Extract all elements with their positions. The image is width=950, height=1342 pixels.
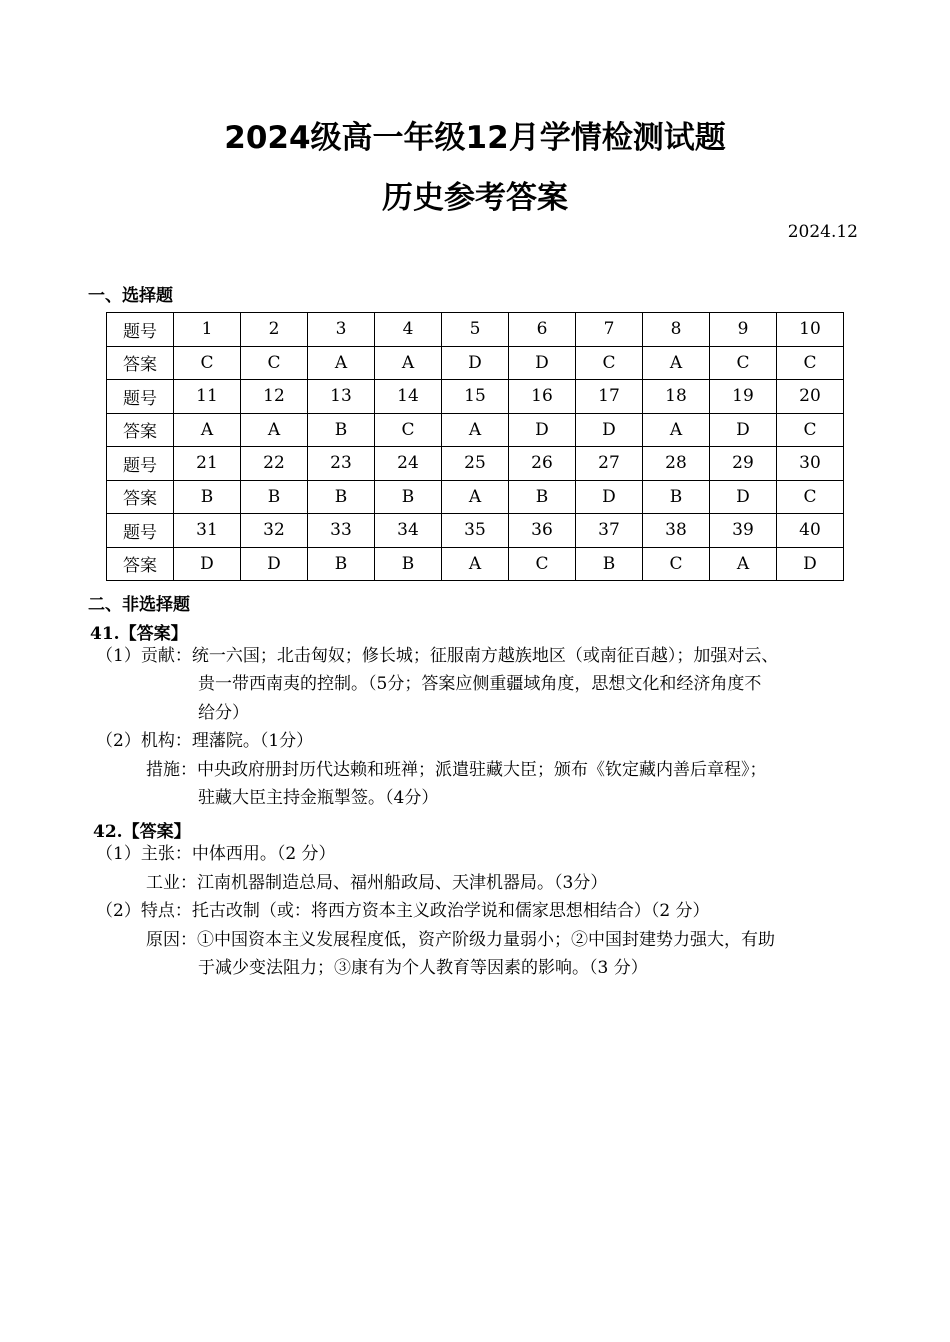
question-number-cell: 9 <box>710 313 777 347</box>
question-number-cell: 23 <box>308 447 375 481</box>
answer-row <box>107 480 844 514</box>
answer-cell: A <box>174 413 241 447</box>
question-number-cell: 29 <box>710 447 777 481</box>
question-number-cell: 17 <box>576 380 643 414</box>
answer-cell: C <box>375 413 442 447</box>
answer-cell: C <box>777 480 844 514</box>
answer-row <box>107 413 844 447</box>
question-number-cell: 28 <box>643 447 710 481</box>
question-number-cell: 21 <box>174 447 241 481</box>
question-number-cell: 32 <box>241 514 308 548</box>
q42-line: （2）特点：托古改制（或：将西方资本主义政治学说和儒家思想相结合）（2 分） <box>96 901 710 921</box>
answer-cell: A <box>442 480 509 514</box>
answer-cell: D <box>509 346 576 380</box>
q42-line: 于减少变法阻力；③康有为个人教育等因素的影响。（3 分） <box>198 958 648 978</box>
question-number-cell: 34 <box>375 514 442 548</box>
answer-cell: D <box>241 547 308 581</box>
answer-cell: A <box>442 547 509 581</box>
question-number-cell: 38 <box>643 514 710 548</box>
answer-cell: A <box>643 346 710 380</box>
row-label: 题号 <box>107 447 174 481</box>
question-number-cell: 14 <box>375 380 442 414</box>
answer-row <box>107 547 844 581</box>
answer-cell: A <box>308 346 375 380</box>
answer-cell: B <box>375 547 442 581</box>
row-label: 题号 <box>107 514 174 548</box>
answer-cell: C <box>710 346 777 380</box>
question-number-cell: 8 <box>643 313 710 347</box>
answer-cell: C <box>576 346 643 380</box>
document-date: 2024.12 <box>787 222 858 242</box>
question-number-cell: 12 <box>241 380 308 414</box>
section-heading-multiple-choice: 一、选择题 <box>88 286 173 306</box>
answer-cell: C <box>777 413 844 447</box>
document-title: 2024级高一年级12月学情检测试题 <box>224 120 726 156</box>
q42-line: 工业：江南机器制造总局、福州船政局、天津机器局。（3分） <box>146 873 608 893</box>
question-number-cell: 2 <box>241 313 308 347</box>
answer-cell: D <box>710 413 777 447</box>
question-number-cell: 36 <box>509 514 576 548</box>
question-number-cell: 11 <box>174 380 241 414</box>
question-42-label: 42.【答案】 <box>93 822 191 842</box>
question-number-cell: 33 <box>308 514 375 548</box>
answer-cell: B <box>174 480 241 514</box>
answer-row <box>107 346 844 380</box>
question-number-cell: 18 <box>643 380 710 414</box>
question-number-cell: 37 <box>576 514 643 548</box>
question-number-cell: 27 <box>576 447 643 481</box>
answer-cell: A <box>241 413 308 447</box>
question-number-cell: 19 <box>710 380 777 414</box>
answer-cell: C <box>643 547 710 581</box>
q41-line: 驻藏大臣主持金瓶掣签。（4分） <box>198 788 439 808</box>
row-label: 答案 <box>107 480 174 514</box>
question-number-cell: 16 <box>509 380 576 414</box>
q41-line: 给分） <box>198 703 249 723</box>
question-number-row <box>107 514 844 548</box>
answer-cell: B <box>308 547 375 581</box>
question-number-cell: 35 <box>442 514 509 548</box>
question-number-row <box>107 313 844 347</box>
answer-cell: C <box>174 346 241 380</box>
question-number-cell: 24 <box>375 447 442 481</box>
answer-table-body <box>107 313 844 581</box>
row-label: 题号 <box>107 380 174 414</box>
question-number-cell: 31 <box>174 514 241 548</box>
question-number-cell: 13 <box>308 380 375 414</box>
answer-cell: A <box>442 413 509 447</box>
question-number-cell: 40 <box>777 514 844 548</box>
answer-cell: D <box>576 480 643 514</box>
question-number-cell: 7 <box>576 313 643 347</box>
answer-cell: C <box>509 547 576 581</box>
answer-cell: A <box>643 413 710 447</box>
answer-cell: D <box>777 547 844 581</box>
answer-cell: D <box>442 346 509 380</box>
answer-cell: B <box>509 480 576 514</box>
answer-cell: D <box>174 547 241 581</box>
question-number-cell: 22 <box>241 447 308 481</box>
q42-line: 原因：①中国资本主义发展程度低，资产阶级力量弱小；②中国封建势力强大，有助 <box>146 930 775 950</box>
answer-cell: C <box>241 346 308 380</box>
section-heading-open-questions: 二、非选择题 <box>88 595 190 615</box>
question-number-cell: 39 <box>710 514 777 548</box>
question-number-cell: 5 <box>442 313 509 347</box>
question-number-row <box>107 447 844 481</box>
answer-cell: B <box>576 547 643 581</box>
q41-line: 贵一带西南夷的控制。（5分；答案应侧重疆域角度，思想文化和经济角度不 <box>198 674 762 694</box>
question-number-cell: 4 <box>375 313 442 347</box>
question-number-cell: 15 <box>442 380 509 414</box>
answer-cell: B <box>308 480 375 514</box>
question-number-row <box>107 380 844 414</box>
answer-cell: A <box>375 346 442 380</box>
q41-line: （1）贡献：统一六国；北击匈奴；修长城；征服南方越族地区（或南征百越）；加强对云、 <box>96 646 779 666</box>
row-label: 答案 <box>107 547 174 581</box>
q41-line: 措施：中央政府册封历代达赖和班禅；派遣驻藏大臣；颁布《钦定藏内善后章程》； <box>146 760 767 780</box>
row-label: 答案 <box>107 413 174 447</box>
answer-cell: D <box>576 413 643 447</box>
question-number-cell: 26 <box>509 447 576 481</box>
answer-cell: A <box>710 547 777 581</box>
question-number-cell: 30 <box>777 447 844 481</box>
answer-cell: D <box>710 480 777 514</box>
question-number-cell: 6 <box>509 313 576 347</box>
answer-cell: C <box>777 346 844 380</box>
answer-cell: D <box>509 413 576 447</box>
answer-cell: B <box>375 480 442 514</box>
question-number-cell: 20 <box>777 380 844 414</box>
answer-cell: B <box>308 413 375 447</box>
row-label: 题号 <box>107 313 174 347</box>
question-41-label: 41.【答案】 <box>90 624 188 644</box>
q41-line: （2）机构：理藩院。（1分） <box>96 731 314 751</box>
q42-line: （1）主张：中体西用。（2 分） <box>96 844 336 864</box>
answer-cell: B <box>643 480 710 514</box>
question-number-cell: 3 <box>308 313 375 347</box>
question-number-cell: 1 <box>174 313 241 347</box>
document-subtitle: 历史参考答案 <box>382 180 568 216</box>
answer-cell: B <box>241 480 308 514</box>
answer-table <box>106 312 844 581</box>
row-label: 答案 <box>107 346 174 380</box>
question-number-cell: 10 <box>777 313 844 347</box>
question-number-cell: 25 <box>442 447 509 481</box>
